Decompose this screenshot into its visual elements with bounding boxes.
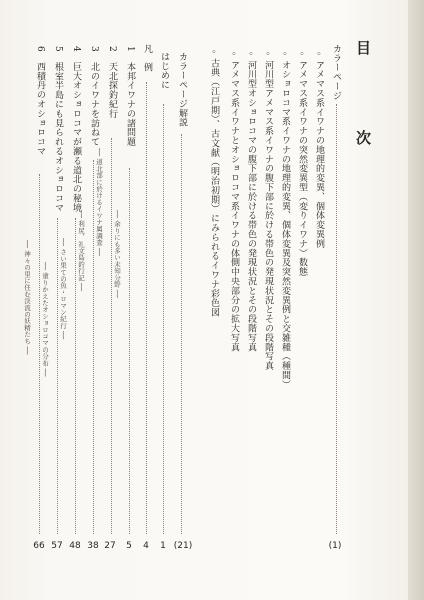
chapter-title: 巨大オショロコマが瀬る道北の秘境 — [71, 62, 81, 213]
chapter-subtitle: ── 神々の里に住む渓流の妖精たち ── — [23, 240, 31, 355]
leader-dots — [129, 168, 130, 534]
chapter-number: 6 — [35, 46, 45, 53]
page-number: 48 — [69, 541, 81, 551]
page-number: 38 — [87, 541, 99, 551]
page-gutter — [408, 0, 424, 600]
leader-dots — [39, 174, 40, 534]
chapter-title: 天北探釣紀行 — [107, 62, 117, 119]
page-number: 1 — [160, 541, 166, 551]
page-number: (21) — [173, 541, 193, 551]
color-item: ◦アメマス系イワナとオショロコマ系イワナの体側中央部分の拡大写真 — [229, 50, 239, 352]
chapter-subtitle: ── 道北部に於けるイワナ属調査 ── — [95, 148, 103, 257]
page-number: 66 — [33, 541, 45, 551]
leader-dots — [336, 104, 337, 534]
leader-dots — [93, 160, 94, 534]
leader-dots — [75, 218, 76, 534]
page-number: (1) — [328, 541, 342, 551]
leader-dots — [163, 104, 164, 534]
color-item: ◦オショロコマ系イワナの地理的変異、個体変異及突然変異例と交雑種（種間） — [280, 50, 290, 390]
chapter-number: 3 — [89, 46, 99, 53]
leader-dots — [146, 82, 147, 534]
chapter-number: 5 — [53, 46, 63, 53]
color-item: ◦古典（江戸期）、古文献（明治初期）にみられるイワナ彩色図 — [209, 48, 219, 318]
leader-dots — [181, 134, 182, 534]
page-number: 27 — [104, 541, 116, 551]
color-item: ◦アメマス系イワナの地理的変異、個体変異例 — [314, 50, 324, 249]
page-number: 4 — [143, 541, 149, 551]
page-title: 目 次 — [354, 40, 372, 175]
chapter-title: 北のイワナを訪ねて — [89, 62, 99, 147]
chapter-subtitle: ── 塗りかえたオショロコマの分布 ── — [41, 262, 49, 377]
chapter-subtitle: ── さい果ての魚・ロマン紀行 ── — [59, 238, 67, 340]
chapter-number: 2 — [107, 46, 117, 53]
intro-label: はじめに — [159, 52, 169, 90]
chapter-subtitle: ── 余りにも多い未知分野 ── — [113, 210, 121, 298]
chapter-title: 本邦イワナの諸問題 — [125, 62, 135, 147]
chapter-title: 西積丹のオショロコマ — [35, 62, 45, 156]
color-pages-header: カラーページ — [331, 44, 341, 101]
page-number: 57 — [51, 541, 63, 551]
color-item: ◦アメマス系イワナの突然変異型（変りイワナ）数態 — [297, 50, 307, 277]
page-number: 5 — [126, 541, 132, 551]
color-item: ◦河川型オショロコマの腹下部に於ける帯色の発現状況とその段階写真 — [246, 50, 256, 352]
commentary-label: カラーページ解説 — [177, 52, 187, 128]
color-item: ◦河川型アメマス系イワナの腹下部に於ける帯色の発現状況とその段階写真 — [263, 50, 273, 371]
leader-dots — [57, 218, 58, 534]
notes-label: 凡 例 — [142, 44, 152, 73]
chapter-title: 根室半島にも見られるオショロコマ — [53, 62, 63, 213]
chapter-number: 1 — [125, 46, 135, 53]
leader-dots — [111, 138, 112, 534]
chapter-number: 4 — [71, 46, 81, 53]
chapter-subtitle: ── 利尻、礼文島釣行記 ── — [77, 210, 85, 292]
